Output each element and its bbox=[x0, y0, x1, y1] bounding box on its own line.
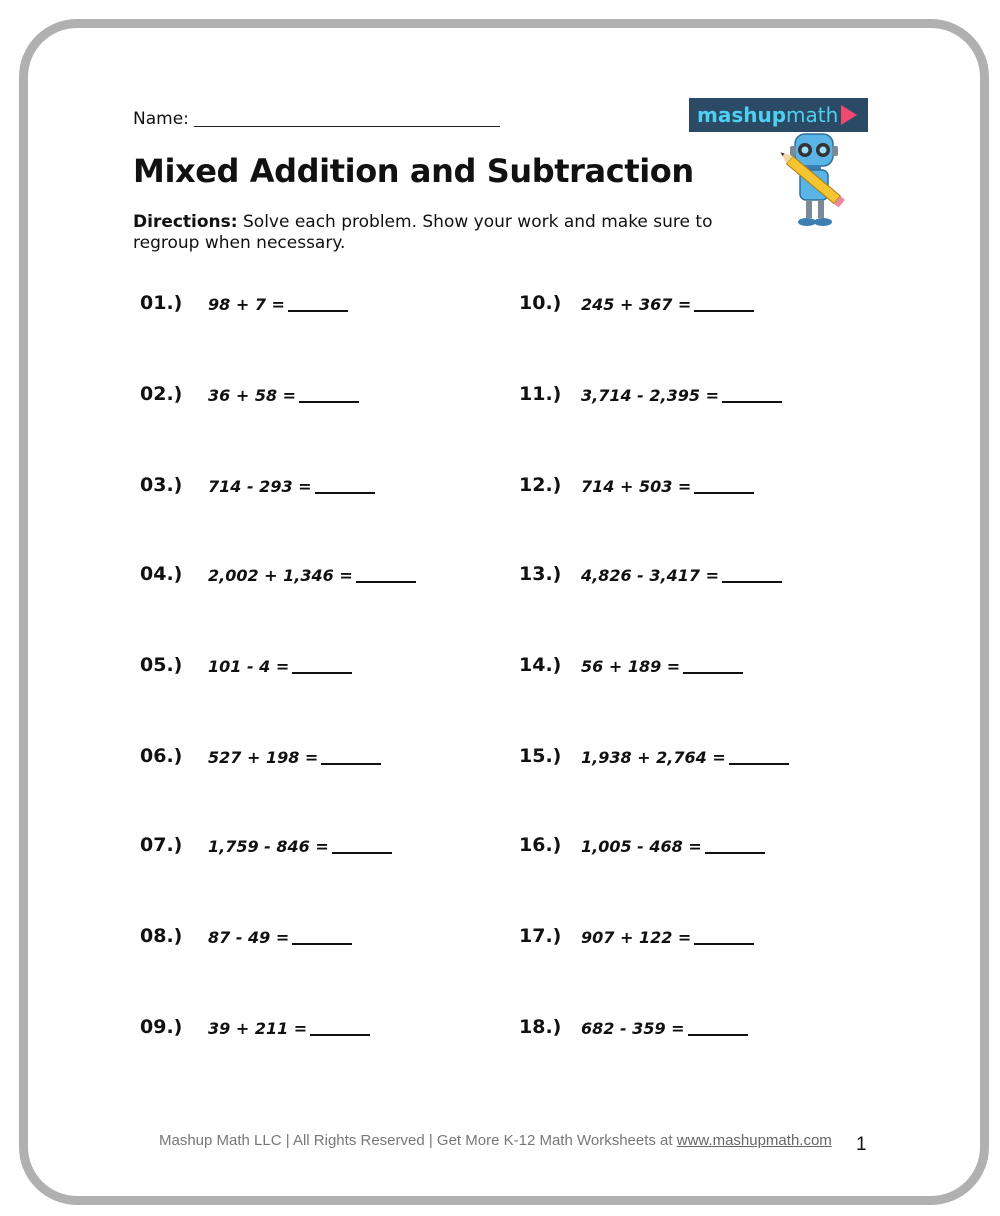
answer-blank[interactable] bbox=[356, 581, 416, 583]
problem-expression bbox=[581, 748, 789, 767]
problem-item bbox=[519, 474, 859, 504]
problem-item bbox=[140, 292, 480, 322]
page-number: 1 bbox=[856, 1134, 867, 1155]
answer-blank[interactable] bbox=[310, 1034, 370, 1036]
problem-number: 07.) bbox=[140, 834, 183, 856]
problem-item bbox=[140, 745, 480, 775]
problem-expression-text: 36 + 58 = bbox=[208, 386, 297, 405]
problem-expression-text: 56 + 189 = bbox=[581, 657, 681, 676]
problem-number: 14.) bbox=[519, 654, 562, 676]
mashupmath-logo bbox=[689, 98, 868, 132]
problem-number: 16.) bbox=[519, 834, 562, 856]
answer-blank[interactable] bbox=[683, 672, 743, 674]
problem-item bbox=[140, 383, 480, 413]
problem-expression-text: 87 - 49 = bbox=[208, 928, 290, 947]
problem-expression-text: 4,826 - 3,417 = bbox=[581, 566, 719, 585]
problem-number: 09.) bbox=[140, 1016, 183, 1038]
logo-text-light: math bbox=[786, 103, 839, 127]
problem-expression-text: 245 + 367 = bbox=[581, 295, 692, 314]
answer-blank[interactable] bbox=[694, 310, 754, 312]
problem-expression-text: 98 + 7 = bbox=[208, 295, 285, 314]
problem-number: 17.) bbox=[519, 925, 562, 947]
problem-expression bbox=[581, 477, 754, 496]
answer-blank[interactable] bbox=[292, 672, 352, 674]
problem-expression-text: 682 - 359 = bbox=[581, 1019, 685, 1038]
problem-item bbox=[519, 925, 859, 955]
problem-expression bbox=[208, 295, 348, 314]
problem-expression bbox=[581, 295, 754, 314]
logo-text-bold: mashup bbox=[697, 103, 787, 127]
problem-number: 03.) bbox=[140, 474, 183, 496]
problem-number: 06.) bbox=[140, 745, 183, 767]
answer-blank[interactable] bbox=[705, 852, 765, 854]
problem-expression bbox=[208, 1019, 370, 1038]
problem-expression-text: 2,002 + 1,346 = bbox=[208, 566, 353, 585]
problem-item bbox=[519, 563, 859, 593]
play-icon bbox=[841, 105, 857, 125]
footer bbox=[159, 1132, 832, 1149]
problem-number: 15.) bbox=[519, 745, 562, 767]
problem-expression-text: 1,938 + 2,764 = bbox=[581, 748, 726, 767]
problem-expression-text: 101 - 4 = bbox=[208, 657, 290, 676]
problem-expression bbox=[208, 477, 375, 496]
problem-expression bbox=[208, 928, 352, 947]
problem-expression bbox=[581, 1019, 748, 1038]
name-label: Name: bbox=[133, 109, 189, 129]
answer-blank[interactable] bbox=[315, 492, 375, 494]
problem-expression-text: 3,714 - 2,395 = bbox=[581, 386, 719, 405]
problem-number: 12.) bbox=[519, 474, 562, 496]
directions-label: Directions: bbox=[133, 212, 238, 232]
problem-number: 02.) bbox=[140, 383, 183, 405]
problem-expression-text: 1,005 - 468 = bbox=[581, 837, 702, 856]
problem-expression-text: 714 - 293 = bbox=[208, 477, 312, 496]
directions-text: Solve each problem. Show your work and make sure to regroup when necessary. bbox=[133, 212, 713, 253]
problem-expression bbox=[581, 928, 754, 947]
problem-item bbox=[519, 383, 859, 413]
problem-expression-text: 527 + 198 = bbox=[208, 748, 319, 767]
directions bbox=[133, 212, 733, 254]
answer-blank[interactable] bbox=[722, 581, 782, 583]
problem-item bbox=[140, 654, 480, 684]
footer-link[interactable]: www.mashupmath.com bbox=[676, 1132, 832, 1149]
problem-expression bbox=[581, 566, 782, 585]
problem-expression bbox=[581, 837, 765, 856]
problem-expression bbox=[581, 386, 782, 405]
problem-item bbox=[519, 1016, 859, 1046]
problem-expression-text: 907 + 122 = bbox=[581, 928, 692, 947]
problem-expression-text: 714 + 503 = bbox=[581, 477, 692, 496]
answer-blank[interactable] bbox=[688, 1034, 748, 1036]
footer-text: Mashup Math LLC | All Rights Reserved | Get More K-12 Math Worksheets at bbox=[159, 1132, 677, 1149]
problem-item bbox=[519, 745, 859, 775]
problem-number: 01.) bbox=[140, 292, 183, 314]
problem-item bbox=[140, 474, 480, 504]
worksheet-title: Mixed Addition and Subtraction bbox=[133, 152, 694, 190]
problem-expression bbox=[208, 566, 416, 585]
robot-icon bbox=[762, 130, 862, 230]
problem-expression-text: 39 + 211 = bbox=[208, 1019, 308, 1038]
answer-blank[interactable] bbox=[694, 492, 754, 494]
problem-expression bbox=[208, 386, 359, 405]
name-input-line[interactable] bbox=[194, 126, 500, 127]
problem-expression bbox=[581, 657, 743, 676]
problem-number: 04.) bbox=[140, 563, 183, 585]
problem-item bbox=[140, 563, 480, 593]
answer-blank[interactable] bbox=[288, 310, 348, 312]
problem-expression bbox=[208, 837, 392, 856]
problem-item bbox=[519, 654, 859, 684]
problem-number: 10.) bbox=[519, 292, 562, 314]
problem-number: 13.) bbox=[519, 563, 562, 585]
problem-number: 18.) bbox=[519, 1016, 562, 1038]
problem-expression bbox=[208, 748, 381, 767]
answer-blank[interactable] bbox=[694, 943, 754, 945]
problem-expression bbox=[208, 657, 352, 676]
answer-blank[interactable] bbox=[321, 763, 381, 765]
problem-item bbox=[140, 834, 480, 864]
answer-blank[interactable] bbox=[729, 763, 789, 765]
problem-expression-text: 1,759 - 846 = bbox=[208, 837, 329, 856]
answer-blank[interactable] bbox=[332, 852, 392, 854]
problem-item bbox=[140, 1016, 480, 1046]
problem-number: 05.) bbox=[140, 654, 183, 676]
answer-blank[interactable] bbox=[299, 401, 359, 403]
problem-item bbox=[519, 834, 859, 864]
problem-item bbox=[519, 292, 859, 322]
answer-blank[interactable] bbox=[292, 943, 352, 945]
problem-item bbox=[140, 925, 480, 955]
answer-blank[interactable] bbox=[722, 401, 782, 403]
problem-number: 08.) bbox=[140, 925, 183, 947]
problem-number: 11.) bbox=[519, 383, 562, 405]
